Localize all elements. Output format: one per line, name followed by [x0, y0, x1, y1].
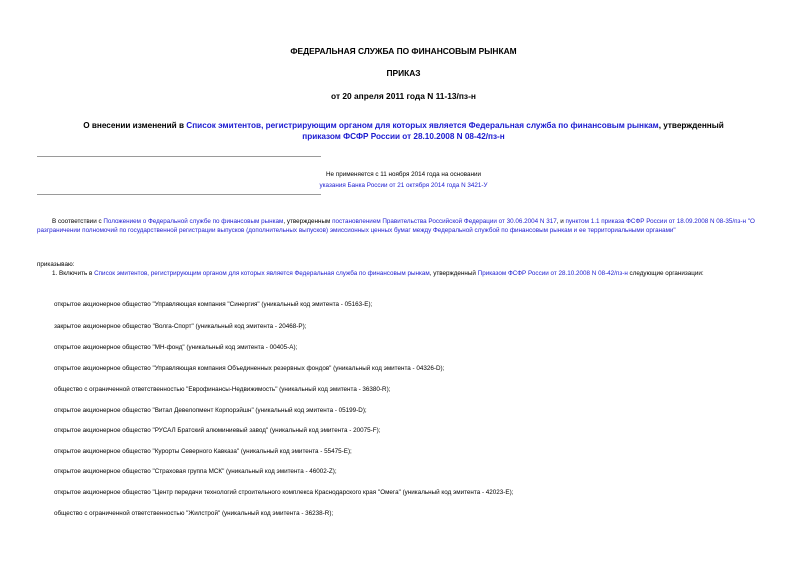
clause1-text-1: 1. Включить в — [52, 270, 95, 277]
preamble-text-2: , утвержденным — [283, 218, 333, 225]
organization-item: открытое акционерное общество "Управляющая компания "Синергия" (уникальный код эмитента - 05163-E); — [54, 301, 373, 308]
organization-item: общество с ограниченной ответственностью "Еврофинансы-Недвижимость" (уникальный код эмитента - 36380-R); — [54, 386, 391, 393]
status-note-text: Не применяется с 11 ноября 2014 года на основании — [326, 171, 481, 178]
clause1-link-order[interactable]: Приказом ФСФР России от 28.10.2008 N 08-42/пз-н — [477, 270, 628, 277]
preamble-link-regulation[interactable]: Положением о Федеральной службе по финансовым рынкам — [103, 218, 284, 225]
title-link-order[interactable]: приказом ФСФР России от 28.10.2008 N 08-42/пз-н — [302, 132, 505, 141]
title-prefix: О внесении изменений в — [83, 121, 187, 130]
clause1-link-issuer-list[interactable]: Список эмитентов, регистрирующим органом для которых является Федеральная служба по финансовым рынкам — [94, 270, 430, 277]
document-date: от 20 апреля 2011 года N 11-13/пз-н — [331, 91, 476, 101]
agency-name: ФЕДЕРАЛЬНАЯ СЛУЖБА ПО ФИНАНСОВЫМ РЫНКАМ — [290, 46, 517, 56]
document-title — [0, 120, 807, 142]
title-middle: , утвержденный — [658, 121, 724, 130]
preamble — [37, 217, 770, 235]
organization-item: закрытое акционерное общество "Волга-Спорт" (уникальный код эмитента - 20468-P); — [54, 323, 307, 330]
organization-item: открытое акционерное общество "Управляющая компания Объединенных резервных фондов" (уникальный код эмитента - 04326-D); — [54, 365, 445, 372]
clause1-text-2: , утвержденный — [429, 270, 478, 277]
organization-item: открытое акционерное общество "МН-фонд" (уникальный код эмитента - 00405-A); — [54, 344, 298, 351]
organization-item: открытое акционерное общество "Курорты Северного Кавказа" (уникальный код эмитента - 55475-E); — [54, 448, 352, 455]
document-type: ПРИКАЗ — [386, 68, 421, 78]
clause-1 — [37, 269, 770, 278]
organization-item: открытое акционерное общество "РУСАЛ Братский алюминиевый завод" (уникальный код эмитента - 20075-F); — [54, 427, 381, 434]
status-note-link[interactable]: указания Банка России от 21 октября 2014 года N 3421-У — [319, 182, 488, 189]
order-word: приказываю: — [37, 261, 75, 268]
title-link-issuer-list[interactable]: Список эмитентов, регистрирующим органом для которых является Федеральная служба по финансовым рынкам — [186, 121, 659, 130]
preamble-text-1: В соответствии с — [52, 218, 104, 225]
preamble-text-3: , и — [556, 218, 566, 225]
preamble-link-resolution[interactable]: постановлением Правительства Российской Федерации от 30.06.2004 N 317 — [332, 218, 557, 225]
divider-bottom — [37, 194, 321, 195]
preamble-link-order-clause[interactable]: пунктом 1.1 приказа ФСФР России от 18.09.2008 N 08-35/пз-н "О разграничении полномочий по государственной регистрации выпусков (дополнительных выпусков) эмиссионных ценных бумаг между Федеральной службой по финансовым рынкам и ее территориальными органами" — [37, 218, 755, 235]
divider-top — [37, 156, 321, 157]
organization-item: открытое акционерное общество "Страховая группа МСК" (уникальный код эмитента - 46002-Z); — [54, 468, 337, 475]
organization-item: открытое акционерное общество "Витал Девелопмент Корпорэйшн" (уникальный код эмитента - 05199-D); — [54, 407, 367, 414]
organization-item: общество с ограниченной ответственностью "Жилстрой" (уникальный код эмитента - 36238-R); — [54, 510, 334, 517]
organization-item: открытое акционерное общество "Центр передачи технологий строительного комплекса Краснодарского края "Омега" (уникальный код эмитента - 42023-E); — [54, 489, 514, 496]
clause1-text-3: следующие организации: — [627, 270, 704, 277]
